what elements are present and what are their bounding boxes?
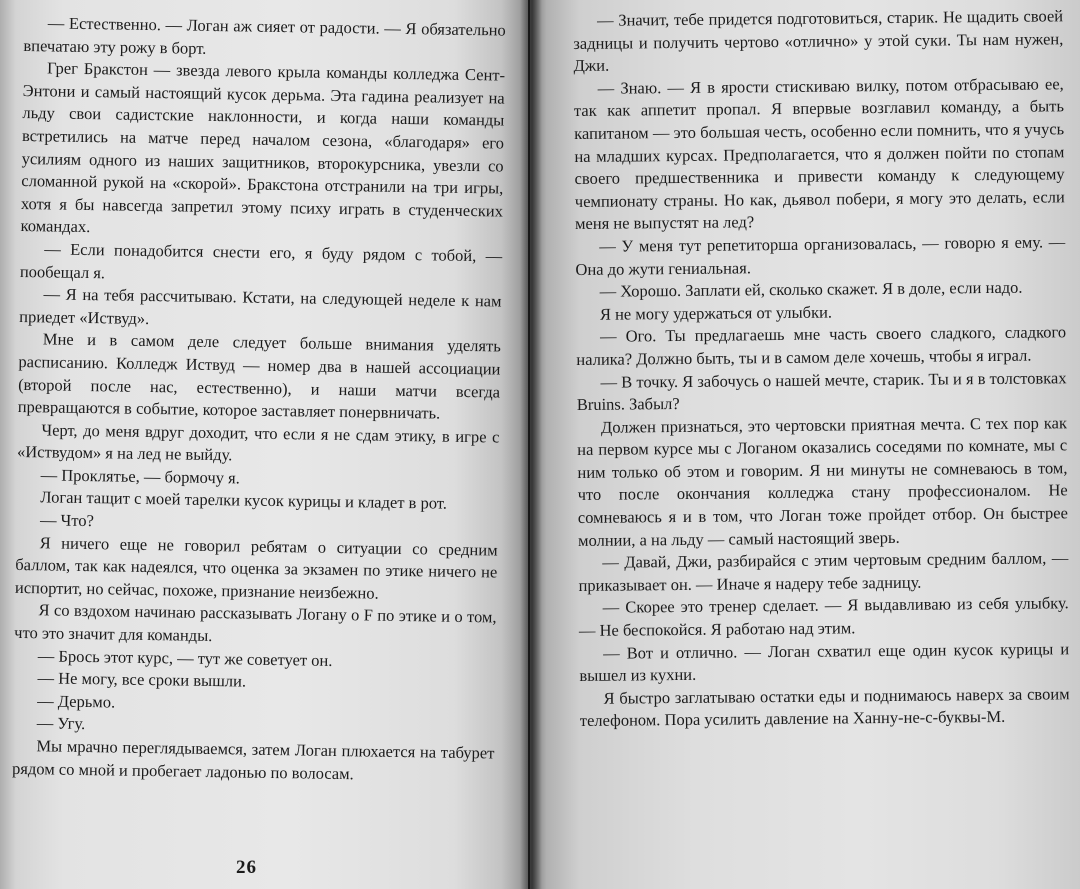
paragraph: — Ого. Ты предлагаешь мне часть своего сладкого, сладкого налика? Должно быть, ты и в самом деле хочешь, чтобы я играл. bbox=[576, 322, 1067, 369]
paragraph: — Значит, тебе придется подготовиться, старик. Не щадить своей задницы и получить чертово «отлично» у этой суки. Ты нам нужен, Джи. bbox=[573, 6, 1064, 76]
paragraph: — Дерьмо. bbox=[37, 691, 116, 712]
paragraph: — У меня тут репетиторша организовалась, — говорю я ему. — Она до жути гениальная. bbox=[575, 232, 1066, 279]
paragraph: — Брось этот курс, — тут же советует он. bbox=[37, 645, 333, 670]
paragraph: — Я на тебя рассчитываю. Кстати, на следующей неделе к нам приедет «Иствуд». bbox=[19, 284, 502, 328]
book-gutter bbox=[520, 0, 542, 889]
paragraph: Черт, до меня вдруг доходит, что если я не сдам этику, в игре с «Иствудом» я на лед не выйду. bbox=[16, 420, 500, 465]
paragraph: Я ничего еще не говорил ребятам о ситуации со средним баллом, так как надеялся, что оценка за экзамен по этике ничего не испортит, но сейчас, похоже, признание неизбежно. bbox=[14, 532, 498, 603]
paragraph: — Давай, Джи, разбирайся с этим чертовым средним баллом, — приказывает он. — Иначе я надеру тебе задницу. bbox=[578, 548, 1069, 595]
paragraph: — Хорошо. Заплати ей, сколько скажет. Я в доле, если надо. bbox=[599, 277, 1023, 301]
paragraph: — Если понадобится снести его, я буду рядом с тобой, — пообещал я. bbox=[19, 239, 503, 282]
page-number: 26 bbox=[236, 857, 257, 878]
paragraph: Я не могу удержаться от улыбки. bbox=[599, 302, 833, 324]
paragraph: Логан тащит с моей тарелки кусок курицы и кладет в рот. bbox=[40, 487, 448, 514]
paragraph: Я быстро заглатываю остатки еды и поднимаюсь наверх за своим телефоном. Пора усилить давление на Ханну-не-с-буквы-М. bbox=[579, 684, 1070, 731]
paragraph: Мы мрачно переглядываемся, затем Логан плюхается на табурет рядом со мной и пробегает ладонью по волосам. bbox=[11, 736, 495, 783]
paragraph: — Проклятье, — бормочу я. bbox=[40, 465, 240, 488]
left-page bbox=[0, 0, 528, 889]
left-page-text bbox=[12, 12, 506, 788]
paragraph: Грег Бракстон — звезда левого крыла команды колледжа Сент-Энтони и самый настоящий кусок дерьма. Эта гадина реализует на льду свои садистские наклонности, и когда наши команды встретились на матче перед началом сезона, «благодаря» его усилиям одного из наших защитников, второкурсника, увезли со сломанной рукой на «скорой». Бракстона отстранили на три игры, хотя я бы навсегда запретил этому психу играть в студенческих командах. bbox=[20, 58, 506, 237]
right-page-text bbox=[573, 5, 1070, 733]
paragraph: — Вот и отлично. — Логан схватил еще один кусок курицы и вышел из кухни. bbox=[579, 638, 1070, 686]
paragraph: — В точку. Я забочусь о нашей мечте, старик. Ты и я в толстовках Bruins. Забыл? bbox=[576, 367, 1067, 415]
paragraph: Мне и в самом деле следует больше внимания уделять расписанию. Колледж Иствуд — номер два в нашей ассоциации (второй после нас, естественно), и наши матчи всегда превращаются в событие, которое заставляет понервничать. bbox=[17, 329, 501, 423]
paragraph: — Что? bbox=[39, 510, 95, 531]
paragraph: Должен признаться, это чертовски приятная мечта. С тех пор как на первом курсе мы с Логаном оказались соседями по комнате, мы с ним только об этом и говорим. Я ни минуты не сомневаюсь в том, что после окончания колледжа стану профессионалом. Не сомневаюсь я и в том, что Логан тоже пройдет отбор. Он быстрее молнии, а на льду — самый настоящий зверь. bbox=[577, 412, 1068, 550]
paragraph: — Скорее это тренер сделает. — Я выдавливаю из себя улыбку. — Не беспокойся. Я работаю над этим. bbox=[578, 593, 1069, 641]
paragraph: Я со вздохом начинаю рассказывать Логану о F по этике и о том, что это значит для команды. bbox=[14, 600, 497, 646]
right-page bbox=[530, 0, 1080, 889]
paragraph: — Угу. bbox=[36, 713, 86, 734]
paragraph: — Естественно. — Логан аж сияет от радости. — Я обязательно впечатаю эту рожу в борт. bbox=[23, 13, 506, 58]
paragraph: — Не могу, все сроки вышли. bbox=[37, 668, 247, 691]
paragraph: — Знаю. — Я в ярости стискиваю вилку, потом отбрасываю ее, так как аппетит пропал. Я впервые возглавил команду, а быть капитаном — это большая честь, особенно если помнить, что я учусь на младших курсах. Предполагается, что я должен пойти по стопам своего предшественника и привести команду к следующему чемпионату страны. Но как, дьявол побери, я могу это делать, если меня не выпустят на лед? bbox=[573, 74, 1065, 234]
